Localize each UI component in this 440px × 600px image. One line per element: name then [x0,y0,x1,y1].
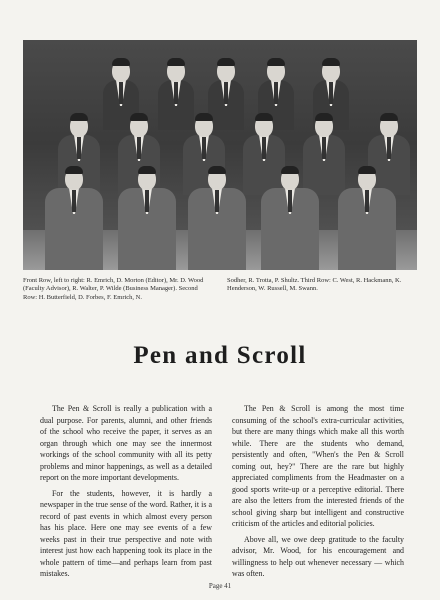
paragraph: The Pen & Scroll is among the most time consuming of the school's extra-curricular activities, but there are many things which make all this worth while. There are the students who demand, persistently and often, "When's the Pen & Scroll coming out, hey?" There are the rare but highly appreciated compliments from the Headmaster on a good sports write-up or a perceptive editorial. There are also the letters from the interested friends of the school giving sharp but intelligent and constructive criticism of the articles and editorial policies. [232,404,404,528]
page-title: Pen and Scroll [133,342,307,369]
caption-left: Front Row, left to right: R. Emrich, D. Morton (Editor), Mr. D. Wood (Faculty Advisor), R. Walter, P. Wilde (Business Manager). Second Row: H. Butterfield, D. Forbes, F. Emrich, N. [23,277,204,301]
group-photo [23,40,417,270]
paragraph: For the students, however, it is hardly a newspaper in the true sense of the word. Rather, it is a record of past events in which almost every person has his place. Here one may see events of a few weeks past in their true perspective and note with interest just how each happening took its place in the whole pattern of time—and perhaps learn from past mistakes. [40,488,212,578]
photo-figure [338,168,396,270]
photo-figure [45,168,103,270]
photo-caption [23,277,417,302]
article-body [40,403,404,580]
paragraph: Above all, we owe deep gratitude to the faculty advisor, Mr. Wood, for his encouragement and willingness to help out whenever necessary — which was often. [232,534,404,578]
photo-figure [188,168,246,270]
photo-figure [118,168,176,270]
paragraph: The Pen & Scroll is really a publication with a dual purpose. For parents, alumni, and other friends of the school who receive the paper, it serves as an organ through which one may see the innermost workings of the school community with all its petty problems and minor happenings, as well as a detailed report on the more important developments. [40,404,212,482]
photo-figure [261,168,319,270]
left-column [40,403,212,580]
page-number: Page 41 [208,582,232,590]
right-column [232,403,404,580]
caption-right: Sodher, R. Trotta, P. Shultz. Third Row: C. West, R. Hackmann, K. Henderson, W. Russell, M. Swann. [227,277,402,293]
